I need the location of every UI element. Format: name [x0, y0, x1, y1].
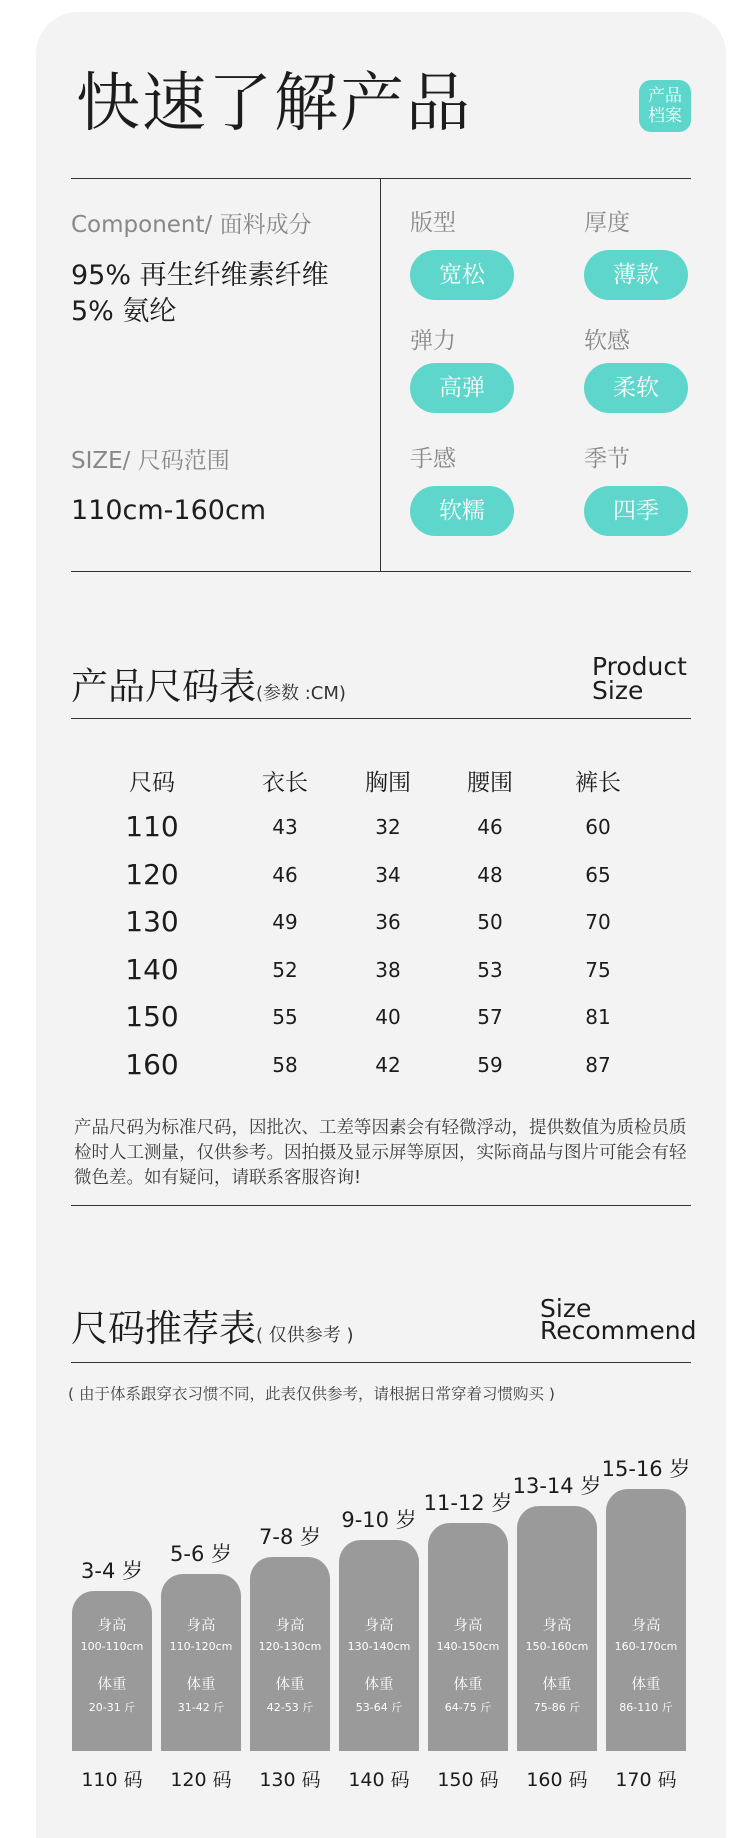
size-table-title	[71, 656, 346, 710]
bar-info	[517, 1614, 597, 1715]
height-value: 140-150cm	[436, 1640, 500, 1653]
weight-label: 体重	[453, 1677, 483, 1693]
size-table-cell: 120	[125, 857, 179, 891]
height-value: 150-160cm	[525, 1640, 589, 1653]
size-table-cell: 32	[375, 815, 401, 839]
height-label: 身高	[364, 1618, 394, 1634]
bar-info	[339, 1614, 419, 1715]
height-value: 130-140cm	[347, 1640, 411, 1653]
weight-value: 31-42 斤	[177, 1701, 225, 1714]
size-range-label: SIZE/ 尺码范围	[71, 448, 230, 474]
recommend-note: ( 由于体系跟穿衣习惯不同，此表仅供参考，请根据日常穿着习惯购买 )	[68, 1385, 555, 1403]
age-bar	[428, 1523, 508, 1751]
size-table-cell: 81	[585, 1005, 611, 1029]
weight-label: 体重	[186, 1677, 216, 1693]
weight-value: 75-86 斤	[533, 1701, 581, 1714]
bar-age-label: 15-16 岁	[601, 1457, 691, 1481]
size-table-cell: 70	[585, 910, 611, 934]
weight-label: 体重	[364, 1677, 394, 1693]
weight-value: 20-31 斤	[88, 1701, 136, 1714]
age-bar	[250, 1557, 330, 1751]
attr-pill-softness: 柔软	[584, 363, 688, 413]
size-table-title-text: 产品尺码表	[71, 665, 256, 708]
divider-vertical	[380, 178, 381, 571]
product-profile-badge	[639, 80, 691, 132]
size-table-cell: 36	[375, 910, 401, 934]
size-table-header: 裤长	[575, 770, 621, 796]
size-table-cell: 46	[272, 862, 298, 887]
weight-value: 53-64 斤	[355, 1701, 403, 1714]
size-table-cell: 48	[477, 862, 503, 887]
bar-size-code: 110 码	[81, 1769, 143, 1791]
size-table-en-2: Size	[592, 676, 644, 705]
attr-label-season: 季节	[584, 446, 630, 472]
size-table-header: 腰围	[467, 770, 513, 796]
bar-info	[428, 1614, 508, 1715]
size-table-cell: 53	[477, 957, 503, 982]
height-label: 身高	[275, 1618, 305, 1634]
size-table-cell: 52	[272, 957, 298, 982]
bar-age-label: 9-10 岁	[341, 1508, 417, 1532]
age-bar	[72, 1591, 152, 1751]
bar-info	[72, 1614, 152, 1715]
age-bar	[161, 1574, 241, 1751]
bar-info	[606, 1614, 686, 1715]
bar-age-label: 3-4 岁	[81, 1559, 143, 1583]
component-line-2: 5% 氨纶	[71, 296, 177, 327]
bar-size-code: 120 码	[170, 1769, 232, 1791]
attr-pill-thickness: 薄款	[584, 250, 688, 300]
size-table-cell: 50	[477, 910, 503, 934]
divider	[71, 178, 691, 179]
bar-age-label: 13-14 岁	[512, 1474, 602, 1498]
bar-info	[161, 1614, 241, 1715]
divider	[71, 718, 691, 719]
bar-size-code: 140 码	[348, 1769, 410, 1791]
weight-value: 64-75 斤	[444, 1701, 492, 1714]
height-label: 身高	[542, 1618, 572, 1634]
badge-line-2: 档案	[648, 106, 682, 126]
bar-size-code: 170 码	[615, 1769, 677, 1791]
weight-value: 42-53 斤	[266, 1701, 314, 1714]
attr-label-thickness: 厚度	[584, 210, 630, 236]
height-value: 100-110cm	[80, 1640, 144, 1653]
size-table-cell: 150	[125, 1000, 179, 1033]
attr-pill-elasticity: 高弹	[410, 363, 514, 413]
attr-label-handfeel: 手感	[410, 446, 456, 472]
attr-pill-fit: 宽松	[410, 250, 514, 300]
size-table-cell: 57	[477, 1005, 503, 1029]
attr-pill-handfeel: 软糯	[410, 486, 514, 536]
age-bar	[517, 1506, 597, 1751]
size-table-cell: 75	[585, 957, 611, 982]
attr-label-elasticity: 弹力	[410, 328, 456, 354]
bar-age-label: 5-6 岁	[170, 1542, 232, 1566]
size-table-cell: 87	[585, 1052, 611, 1077]
attr-label-fit: 版型	[410, 210, 456, 236]
bar-info	[250, 1614, 330, 1715]
size-table-unit: (参数 :CM)	[256, 683, 346, 704]
component-label: Component/ 面料成分	[71, 212, 312, 238]
recommend-en-1: Size	[540, 1294, 592, 1323]
attr-pill-season: 四季	[584, 486, 688, 536]
bar-age-label: 7-8 岁	[259, 1525, 321, 1549]
size-table-cell: 40	[375, 1005, 401, 1029]
age-bar	[606, 1489, 686, 1751]
size-table-cell: 160	[125, 1047, 179, 1081]
divider	[71, 1362, 691, 1363]
weight-value: 86-110 斤	[619, 1701, 673, 1714]
size-table-en-1: Product	[592, 652, 687, 681]
attr-label-softness: 软感	[584, 328, 630, 354]
size-table-cell: 49	[272, 910, 298, 934]
size-table-header: 胸围	[365, 770, 411, 796]
bar-age-label: 11-12 岁	[423, 1491, 513, 1515]
divider	[71, 1205, 691, 1206]
size-table-cell: 46	[477, 815, 503, 839]
size-table-cell: 130	[125, 905, 179, 938]
bar-size-code: 130 码	[259, 1769, 321, 1791]
size-table-note: 产品尺码为标准尺码，因批次、工差等因素会有轻微浮动，提供数值为质检员质检时人工测量，仅供参考。因拍摄及显示屏等原因，实际商品与图片可能会有轻微色差。如有疑问，请联系客服咨询!	[74, 1118, 687, 1188]
size-table-cell: 43	[272, 815, 298, 839]
recommend-en-2: Recommend	[540, 1316, 697, 1345]
size-table-cell: 59	[477, 1052, 503, 1077]
weight-label: 体重	[97, 1677, 127, 1693]
size-table-cell: 110	[125, 810, 179, 843]
bar-size-code: 160 码	[526, 1769, 588, 1791]
size-table-cell: 58	[272, 1052, 298, 1077]
size-table-cell: 38	[375, 957, 401, 982]
height-label: 身高	[631, 1618, 661, 1634]
page-title: 快速了解产品	[76, 67, 472, 141]
weight-label: 体重	[631, 1677, 661, 1693]
height-value: 120-130cm	[258, 1640, 322, 1653]
height-label: 身高	[186, 1618, 216, 1634]
component-line-1: 95% 再生纤维素纤维	[71, 260, 329, 291]
size-table-cell: 60	[585, 815, 611, 839]
size-table-cell: 42	[375, 1052, 401, 1077]
size-table-cell: 140	[125, 952, 179, 986]
size-table-header: 衣长	[262, 770, 308, 796]
size-table-cell: 65	[585, 862, 611, 887]
height-label: 身高	[453, 1618, 483, 1634]
size-range-value: 110cm-160cm	[71, 495, 267, 526]
height-value: 110-120cm	[169, 1640, 233, 1653]
divider	[71, 571, 691, 572]
weight-label: 体重	[542, 1677, 572, 1693]
height-value: 160-170cm	[614, 1640, 678, 1653]
bar-size-code: 150 码	[437, 1769, 499, 1791]
weight-label: 体重	[275, 1677, 305, 1693]
age-bar	[339, 1540, 419, 1751]
height-label: 身高	[97, 1618, 127, 1634]
recommend-sub: ( 仅供参考 )	[256, 1325, 354, 1346]
badge-line-1: 产品	[648, 86, 682, 106]
size-table-cell: 55	[272, 1005, 298, 1029]
size-table-cell: 34	[375, 862, 401, 887]
recommend-title	[71, 1298, 354, 1352]
size-table-header: 尺码	[129, 770, 175, 796]
recommend-title-text: 尺码推荐表	[71, 1307, 256, 1350]
